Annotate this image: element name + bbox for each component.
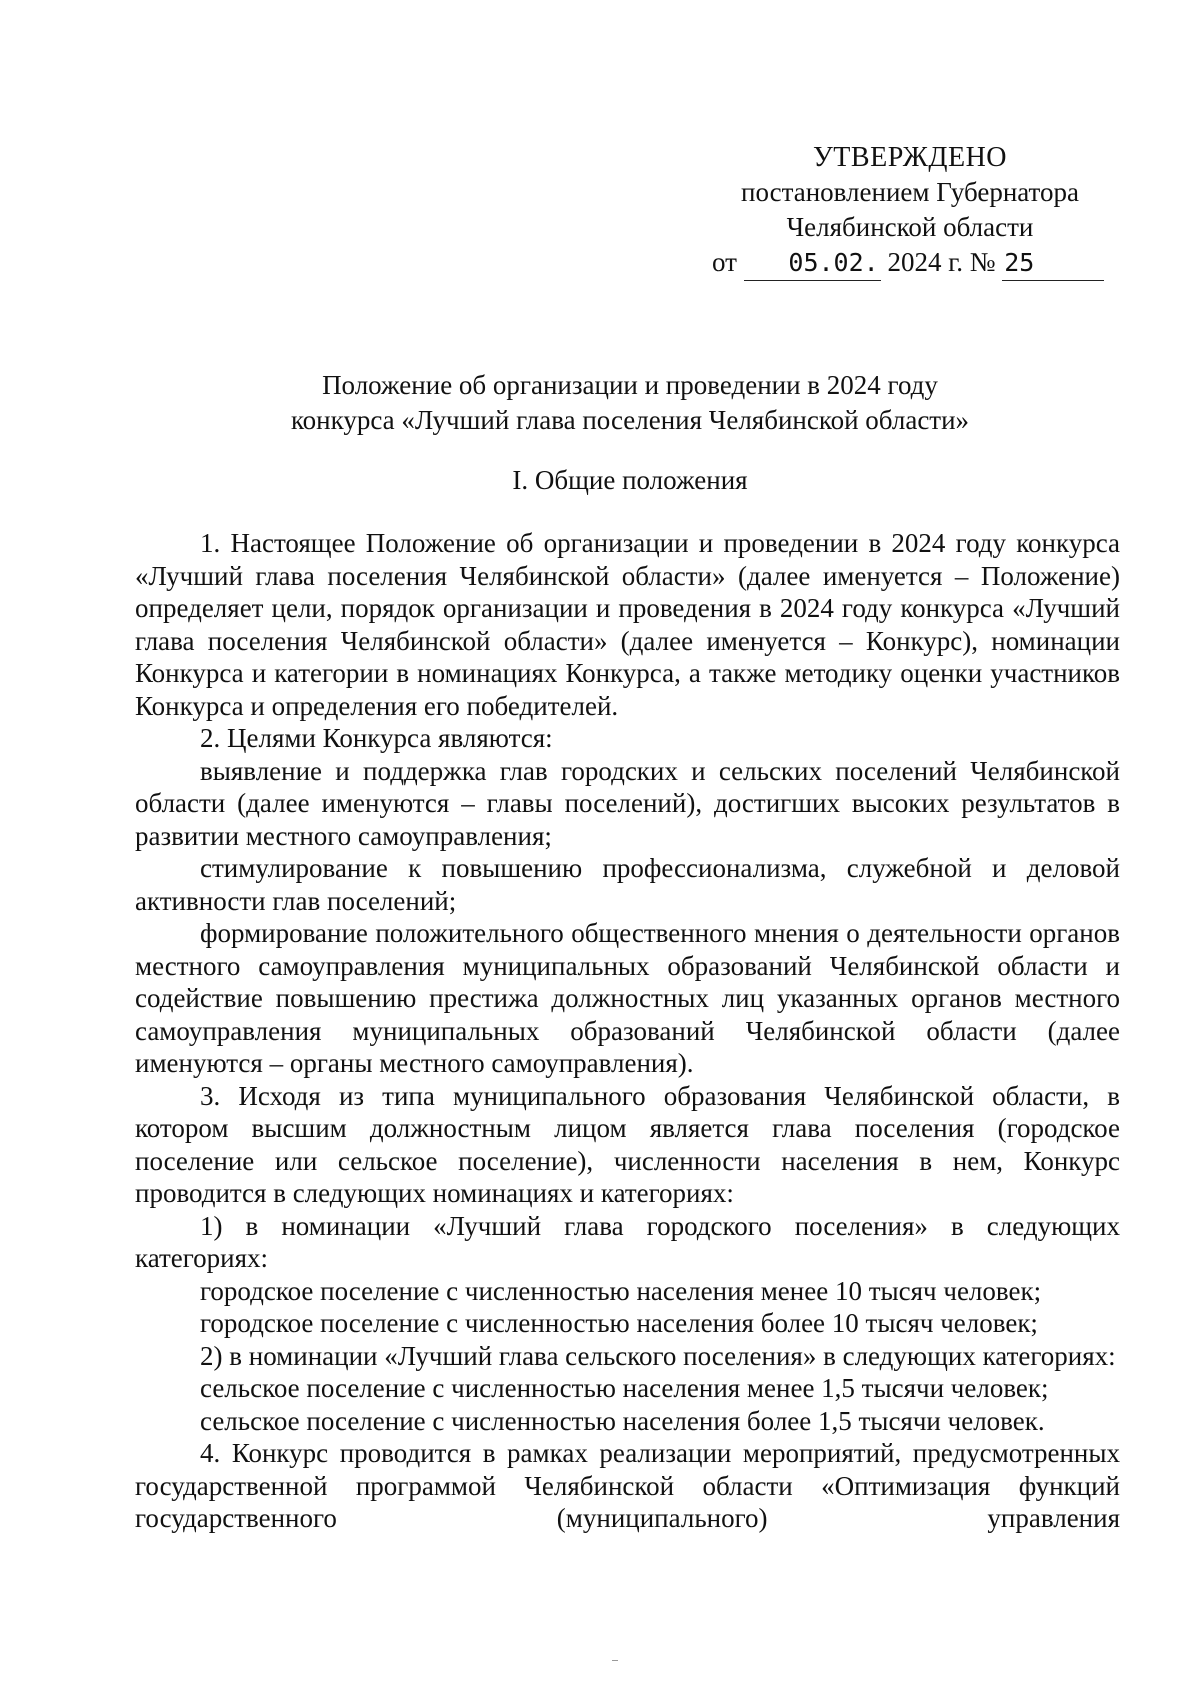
approval-title: УТВЕРЖДЕНО [812,142,1008,173]
nomination-urban: 1) в номинации «Лучший глава городского поселения» в следующих категориях: [135,1210,1120,1273]
approval-date: 05.02. [744,245,881,281]
approval-number: 25 [1002,245,1104,281]
category-rural-less: сельское поселение с численностью населения менее 1,5 тысячи человек; [200,1373,1049,1403]
goal-item-1: выявление и поддержка глав городских и сельских поселений Челябинской области (далее именуются – главы поселений), достигших высоких результатов в развитии местного самоуправления; [135,755,1120,851]
document-title-line-2: конкурса «Лучший глава поселения Челябинской области» [290,405,970,435]
category-urban-more: городское поселение с численностью населения более 10 тысяч человек; [200,1308,1038,1338]
document-body [135,527,1120,1535]
goal-item-2: стимулирование к повышению профессионализма, служебной и деловой активности глав поселений; [135,853,1120,916]
approval-year-label: 2024 г. № [887,247,996,277]
scan-mark [612,1660,618,1661]
approval-region: Челябинской области [786,212,1034,242]
goal-item-3: формирование положительного общественного мнения о деятельности органов местного самоуправления муниципальных образований Челябинской области и содействие повышению престижа должностных лиц указанных органов местного самоуправления муниципальных образований Челябинской области (далее именуются – органы местного самоуправления). [135,918,1120,1078]
section-heading: I. Общие положения [512,465,748,495]
category-rural-more: сельское поселение с численностью населения более 1,5 тысячи человек. [200,1405,1045,1436]
document-title [140,368,1120,438]
approval-date-line [700,245,1120,281]
approval-authority: постановлением Губернатора [741,177,1079,207]
paragraph-3: 3. Исходя из типа муниципального образования Челябинской области, в котором высшим должностным лицом является глава поселения (городское поселение или сельское поселение), численности населения в нем, Конкурс проводится в следующих номинациях и категориях: [135,1080,1120,1208]
paragraph-2: 2. Целями Конкурса являются: [200,723,553,753]
document-title-line-1: Положение об организации и проведении в 2024 году [322,370,938,400]
approval-stamp [700,140,1120,281]
nomination-rural: 2) в номинации «Лучший глава сельского поселения» в следующих категориях: [200,1340,1116,1371]
approval-from-label: от [712,247,737,277]
category-urban-less: городское поселение с численностью населения менее 10 тысяч человек; [200,1275,1042,1306]
paragraph-4: 4. Конкурс проводится в рамках реализации мероприятий, предусмотренных государственной программой Челябинской области «Оптимизация функций государственного (муниципального) управления [135,1438,1120,1533]
paragraph-1: 1. Настоящее Положение об организации и проведении в 2024 году конкурса «Лучший глава поселения Челябинской области» (далее именуется – Положение) определяет цели, порядок организации и проведения в 2024 году конкурса «Лучший глава поселения Челябинской области» (далее именуется – Конкурс), номинации Конкурса и категории в номинациях Конкурса, а также методику оценки участников Конкурса и определения его победителей. [135,528,1120,721]
